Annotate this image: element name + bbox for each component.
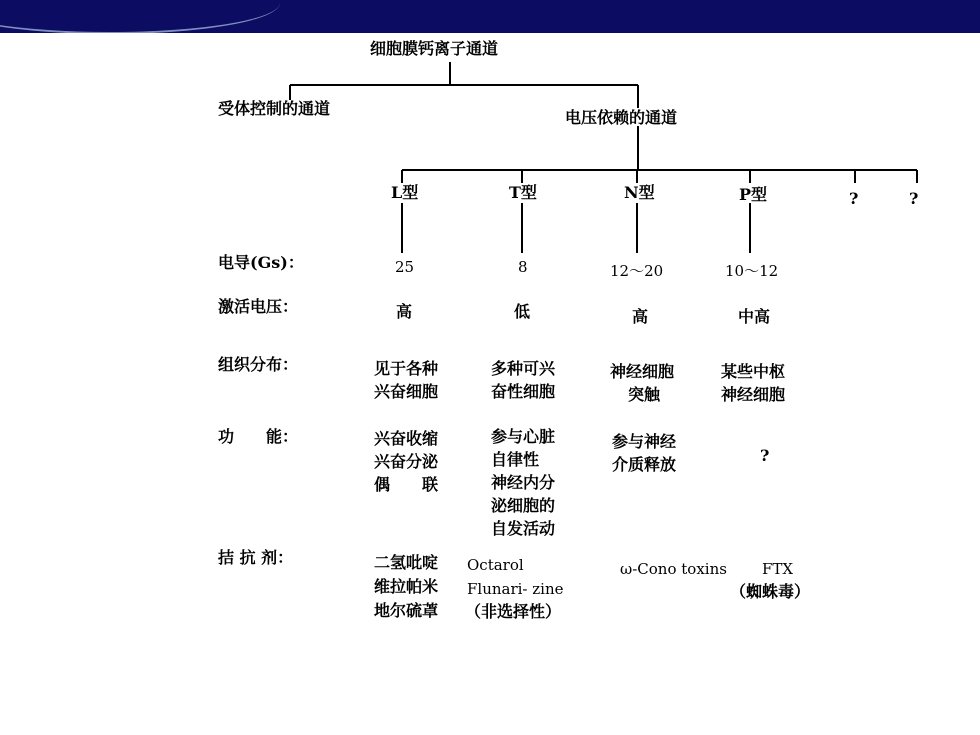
- antagonist-col1-line3: 地尔硫䓬: [374, 601, 439, 620]
- activation-P: 中高: [738, 307, 771, 326]
- antagonist-col4-line1: FTX: [762, 560, 794, 578]
- antagonist-col4-line2: （蜘蛛毒）: [730, 582, 811, 601]
- function-L-line2: 兴奋分泌: [374, 452, 439, 471]
- type-unknown-2: ?: [909, 189, 919, 208]
- conductance-L: 25: [395, 258, 415, 276]
- distribution-P-line1: 某些中枢: [721, 362, 786, 381]
- function-N-line1: 参与神经: [612, 432, 677, 451]
- type-unknown-1: ?: [849, 189, 859, 208]
- function-L-line3: 偶 联: [374, 475, 439, 494]
- branch-voltage: 电压依赖的通道: [565, 108, 678, 127]
- function-P: ?: [760, 446, 770, 465]
- activation-L: 高: [396, 302, 413, 321]
- distribution-N-line2: 突触: [628, 385, 661, 404]
- distribution-L-line2: 兴奋细胞: [374, 382, 439, 401]
- distribution-L-line1: 见于各种: [374, 359, 439, 378]
- row-label-activation: 激活电压：: [218, 297, 299, 316]
- antagonist-col2-line2: Flunari- zine: [467, 580, 564, 598]
- row-label-conductance: 电导(Gs)：: [218, 253, 304, 272]
- function-T-line2: 自律性: [491, 450, 540, 469]
- distribution-T-line1: 多种可兴: [491, 359, 556, 378]
- distribution-T-line2: 奋性细胞: [491, 382, 556, 401]
- distribution-N-line1: 神经细胞: [610, 362, 675, 381]
- branch-receptor: 受体控制的通道: [218, 99, 331, 118]
- row-label-antagonist: 拮 抗 剂：: [218, 548, 294, 567]
- function-L-line1: 兴奋收缩: [374, 429, 439, 448]
- activation-T: 低: [514, 302, 531, 321]
- distribution-P-line2: 神经细胞: [721, 385, 786, 404]
- row-label-distribution: 组织分布：: [218, 355, 299, 374]
- diagram-title: 细胞膜钙离子通道: [370, 39, 499, 58]
- row-label-function: 功 能：: [218, 427, 299, 446]
- type-L: L型: [391, 183, 419, 202]
- type-N: N型: [624, 183, 655, 202]
- function-T-line4: 泌细胞的: [491, 496, 556, 515]
- type-P: P型: [739, 185, 768, 204]
- activation-N: 高: [632, 307, 649, 326]
- antagonist-col1-line1: 二氢吡啶: [374, 553, 439, 572]
- function-N-line2: 介质释放: [612, 455, 677, 474]
- antagonist-col1-line2: 维拉帕米: [374, 577, 439, 596]
- antagonist-col3: ω-Cono toxins: [620, 560, 727, 578]
- conductance-N: 12～20: [610, 262, 664, 280]
- type-T: T型: [509, 183, 537, 202]
- antagonist-col2-line3: （非选择性）: [465, 602, 562, 621]
- antagonist-col2-line1: Octarol: [467, 556, 524, 574]
- conductance-P: 10～12: [725, 262, 779, 280]
- conductance-T: 8: [518, 258, 528, 276]
- function-T-line5: 自发活动: [491, 519, 556, 538]
- function-T-line3: 神经内分: [491, 473, 556, 492]
- function-T-line1: 参与心脏: [491, 427, 556, 446]
